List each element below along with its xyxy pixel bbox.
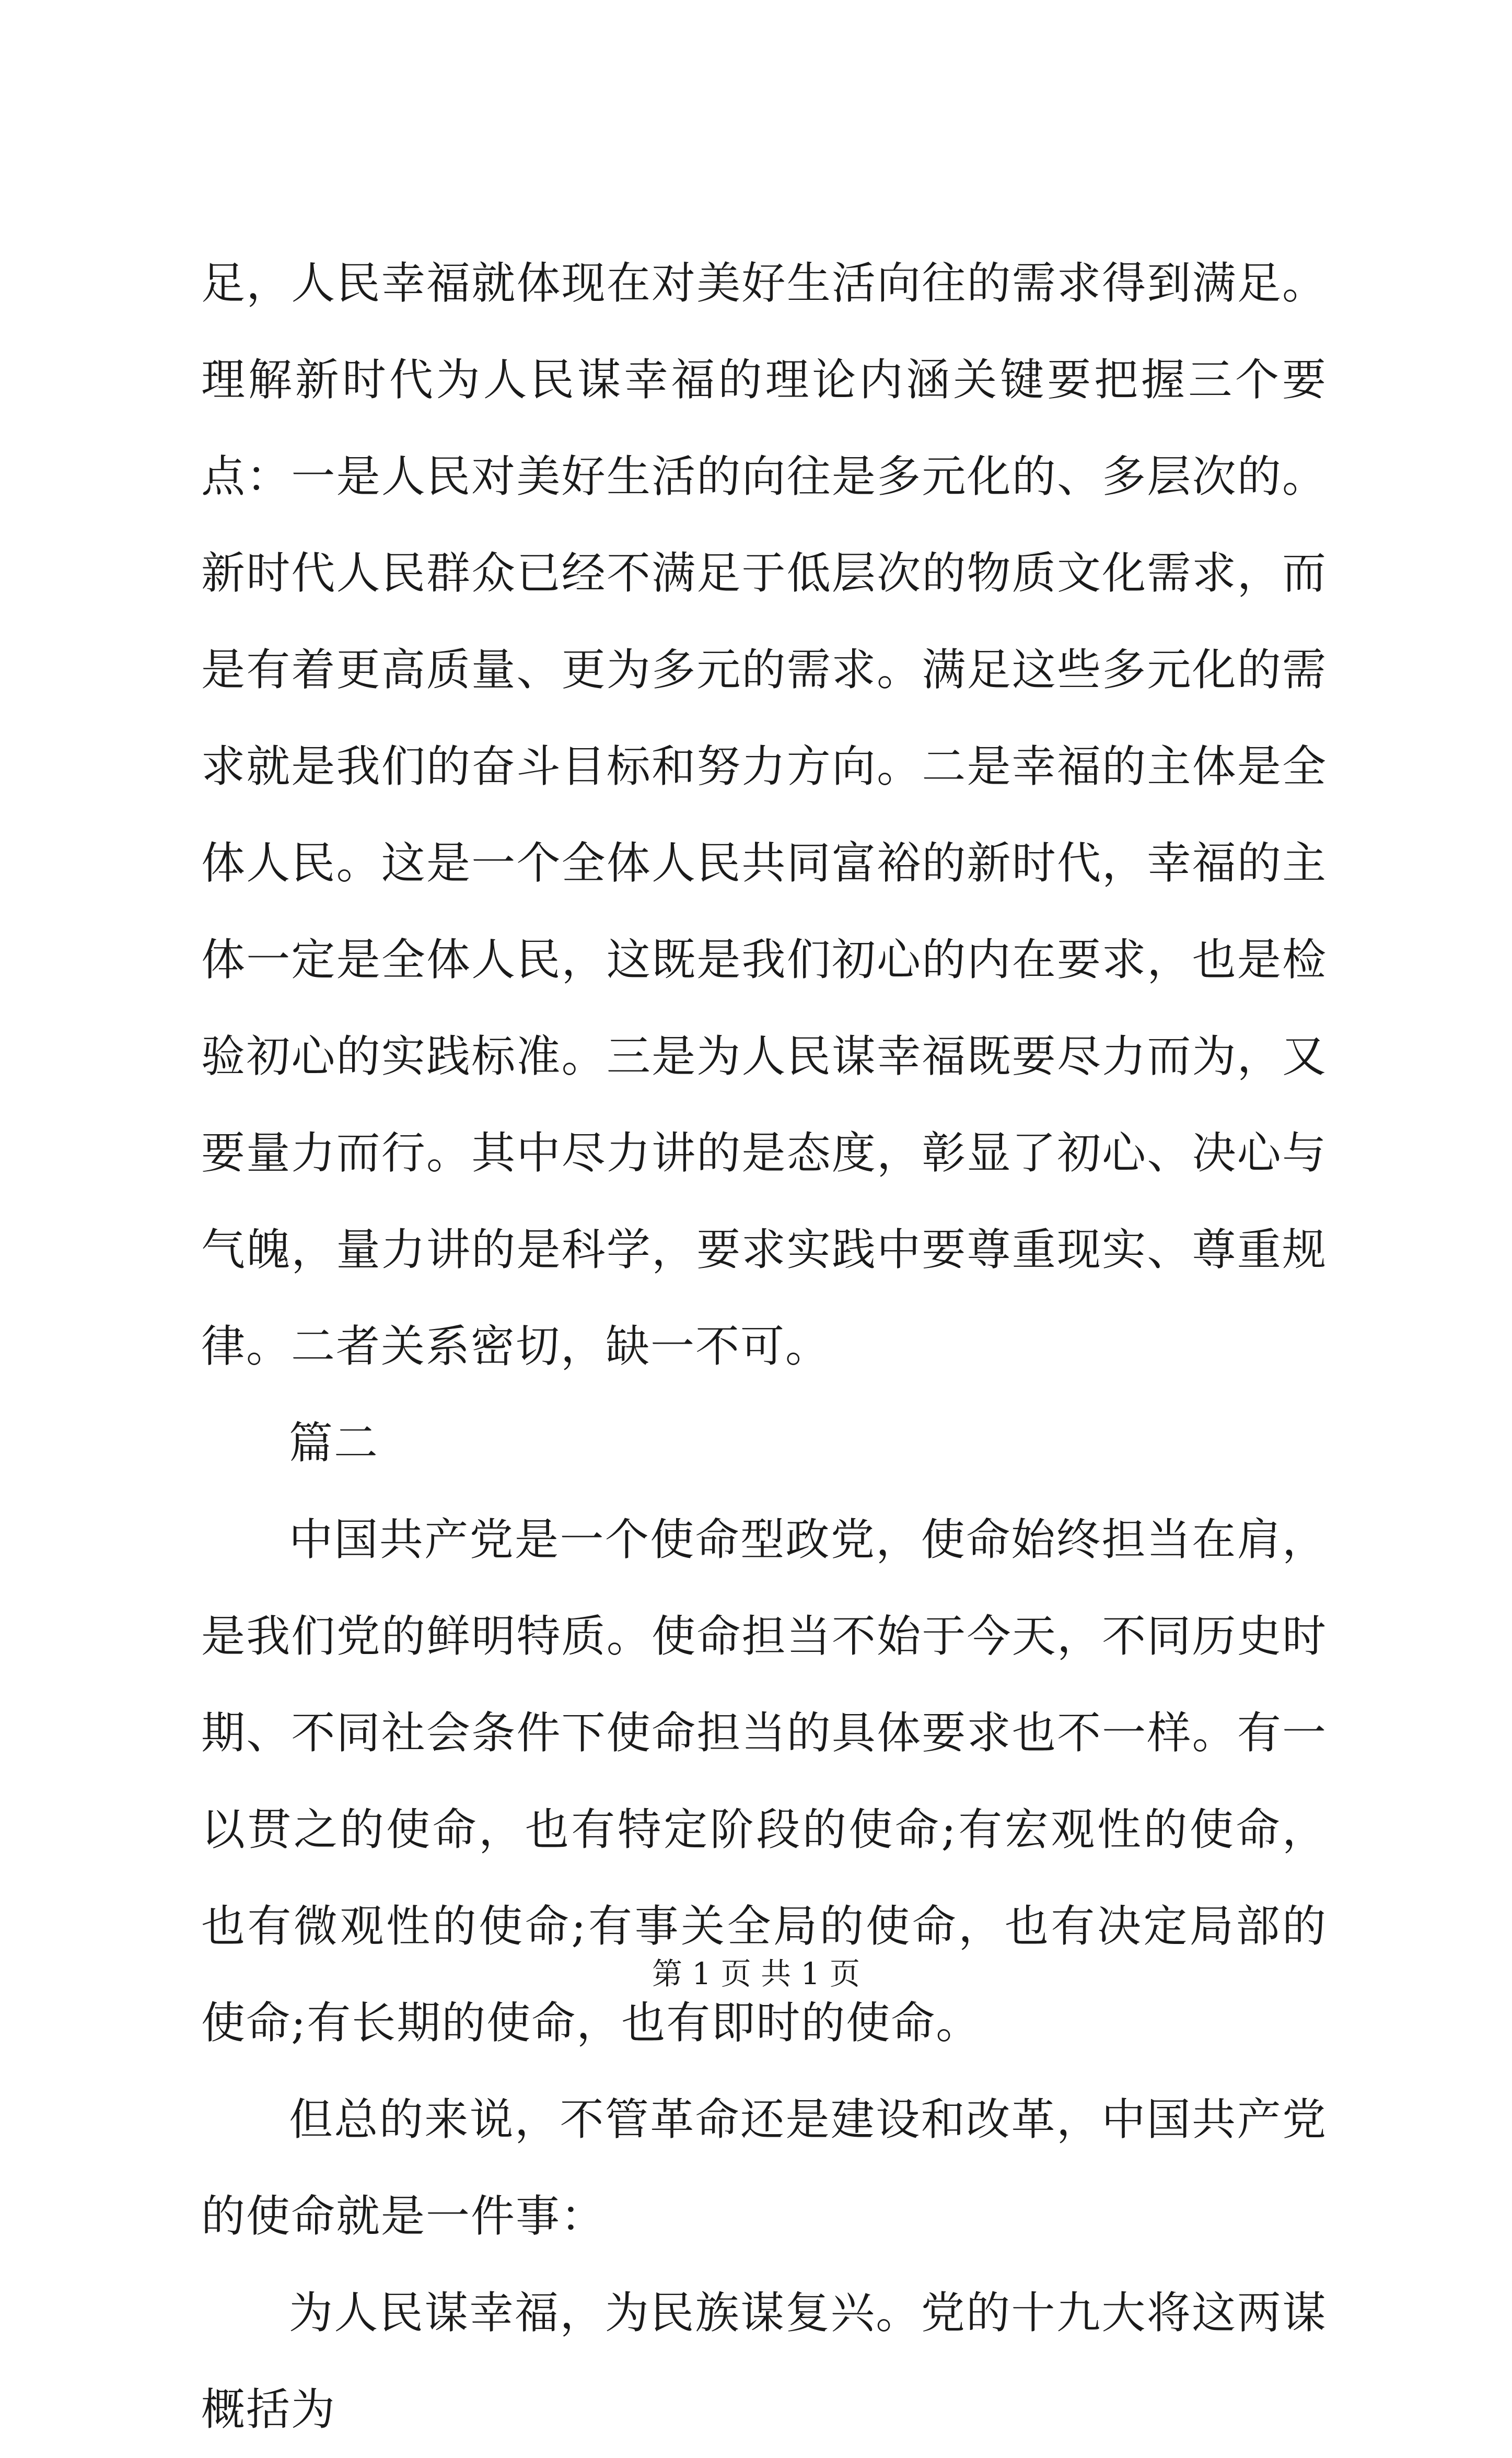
paragraph-1: 足，人民幸福就体现在对美好生活向往的需求得到满足。理解新时代为人民谋幸福的理论内涵关键要把握三个要点：一是人民对美好生活的向往是多元化的、多层次的。新时代人民群众已经不满足于低层次的物质文化需求，而是有着更高质量、更为多元的需求。满足这些多元化的需求就是我们的奋斗目标和努力方向。二是幸福的主体是全体人民。这是一个全体人民共同富裕的新时代，幸福的主体一定是全体人民，这既是我们初心的内在要求，也是检验初心的实践标准。三是为人民谋幸福既要尽力而为，又要量力而行。其中尽力讲的是态度，彰显了初心、决心与气魄，量力讲的是科学，要求实践中要尊重现实、尊重规律。二者关系密切，缺一不可。 [201, 258, 1327, 1372]
section-heading: 篇二 [289, 1417, 379, 1469]
document-body [201, 235, 1327, 2458]
paragraph-2: 中国共产党是一个使命型政党，使命始终担当在肩，是我们党的鲜明特质。使命担当不始于今天，不同历史时期、不同社会条件下使命担当的具体要求也不一样。有一以贯之的使命，也有特定阶段的使命;有宏观性的使命，也有微观性的使命;有事关全局的使命，也有决定局部的使命;有长期的使命，也有即时的使命。 [201, 1514, 1327, 2048]
page-footer: 第 1 页 共 1 页 [652, 1956, 860, 1991]
paragraph-3: 但总的来说，不管革命还是建设和改革，中国共产党的使命就是一件事： [201, 2094, 1327, 2242]
paragraph-4: 为人民谋幸福，为民族谋复兴。党的十九大将这两谋概括为 [201, 2287, 1327, 2435]
